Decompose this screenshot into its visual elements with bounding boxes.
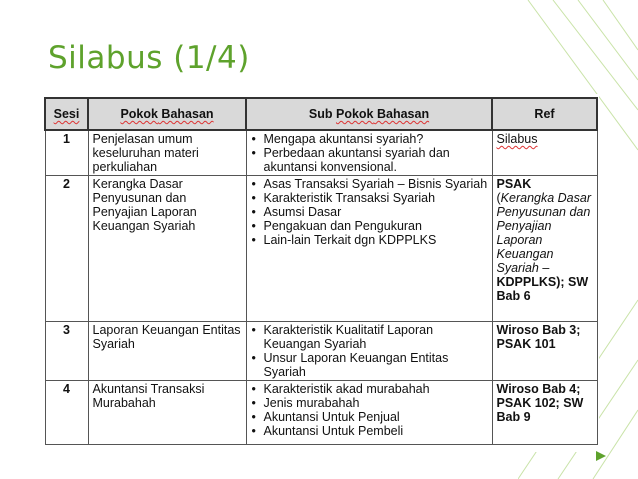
table-row [45,130,597,176]
list-item: • Karakteristik Kualitatif Laporan Keuangan Syariah [251,323,488,351]
list-item: • Pengakuan dan Pengukuran [251,219,488,233]
sesi-cell: 3 [45,322,88,381]
ref-cell: Silabus [492,130,597,176]
table-row [45,176,597,322]
list-item: • Akuntansi Untuk Penjual [251,410,488,424]
list-item: • Unsur Laporan Keuangan Entitas Syariah [251,351,488,379]
header-sesi: Sesi [45,98,88,130]
list-item: • Asumsi Dasar [251,205,488,219]
syllabus-table [44,97,598,445]
sesi-cell: 1 [45,130,88,176]
list-item: • Akuntansi Untuk Pembeli [251,424,488,438]
ref-cell: Wiroso Bab 3; PSAK 101 [492,322,597,381]
pokok-cell: Penjelasan umum keseluruhan materi perkuliahan [88,130,246,176]
corner-arrow-icon [596,451,606,461]
list-item: • Karakteristik akad murabahah [251,382,488,396]
list-item: • Perbedaan akuntansi syariah dan akuntansi konvensional. [251,146,488,174]
sub-cell [246,130,492,176]
pokok-cell: Akuntansi Transaksi Murabahah [88,381,246,445]
sub-cell [246,176,492,322]
sesi-cell: 4 [45,381,88,445]
list-item: • Jenis murabahah [251,396,488,410]
syllabus-table-image [41,94,599,452]
table-row [45,381,597,445]
pokok-cell: Laporan Keuangan Entitas Syariah [88,322,246,381]
sub-cell [246,322,492,381]
header-ref: Ref [492,98,597,130]
sesi-cell: 2 [45,176,88,322]
list-item: • Karakteristik Transaksi Syariah [251,191,488,205]
list-item: • Lain-lain Terkait dgn KDPPLKS [251,233,488,247]
list-item: • Mengapa akuntansi syariah? [251,132,488,146]
sub-cell [246,381,492,445]
table-header-row [45,98,597,130]
header-pokok-bahasan: Pokok Bahasan [88,98,246,130]
slide-title: Silabus (1/4) [48,40,250,76]
ref-cell: PSAK (Kerangka Dasar Penyusunan dan Penyajian Laporan Keuangan Syariah – KDPPLKS); SW Bab 6 [492,176,597,322]
pokok-cell: Kerangka Dasar Penyusunan dan Penyajian Laporan Keuangan Syariah [88,176,246,322]
header-sub-pokok-bahasan: Sub Pokok Bahasan [246,98,492,130]
table-row [45,322,597,381]
ref-cell: Wiroso Bab 4; PSAK 102; SW Bab 9 [492,381,597,445]
list-item: • Asas Transaksi Syariah – Bisnis Syariah [251,177,488,191]
